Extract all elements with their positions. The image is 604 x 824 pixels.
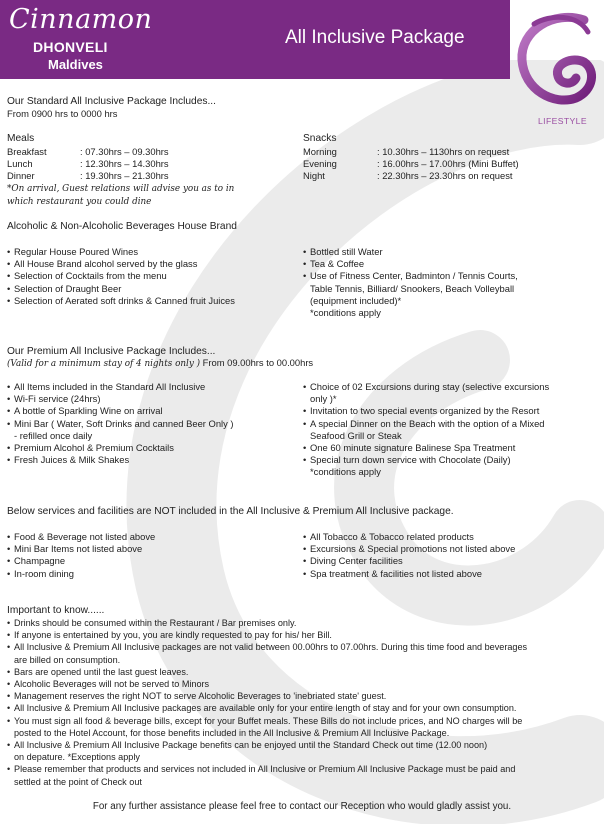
meal-row xyxy=(7,158,169,170)
snack-row xyxy=(303,146,519,158)
snacks-heading: Snacks xyxy=(303,133,337,144)
snacks-table xyxy=(303,146,519,183)
list-item: • Management reserves the right NOT to serve Alcoholic Beverages to 'inebriated state' guest. xyxy=(7,690,527,702)
meals-note: *On arrival, Guest relations will advise you as to in xyxy=(7,184,235,194)
snack-row xyxy=(303,170,519,182)
list-item: • Mini Bar Items not listed above xyxy=(7,543,155,555)
list-item: • In-room dining xyxy=(7,568,155,580)
list-item: • All Items included in the Standard All Inclusive xyxy=(7,381,234,393)
list-item: • Selection of Draught Beer xyxy=(7,283,235,295)
meals-heading: Meals xyxy=(7,133,35,144)
conditions-note: *conditions apply xyxy=(310,307,381,319)
list-item: • All Inclusive & Premium All Inclusive Package benefits can be enjoyed until the Standard Check out time (12.00 noon) xyxy=(7,739,527,751)
snack-time: : 10.30hrs – 1130hrs on request xyxy=(377,146,510,157)
list-item: • All House Brand alcohol served by the glass xyxy=(7,258,235,270)
snack-time: : 16.00hrs – 17.00hrs (Mini Buffet) xyxy=(377,158,519,170)
excluded-list-right xyxy=(303,531,515,580)
standard-hours: From 0900 hrs to 0000 hrs xyxy=(7,108,118,119)
list-item: • Diving Center facilities xyxy=(303,555,515,567)
snack-name: Evening xyxy=(303,158,337,170)
list-item: • Invitation to two special events organized by the Resort xyxy=(303,405,549,417)
premium-note: (Valid for a minimum stay of 4 nights only ) xyxy=(7,359,201,369)
list-item: (equipment included)* xyxy=(310,294,402,306)
important-list xyxy=(7,617,527,788)
premium-heading: Our Premium All Inclusive Package Includes... xyxy=(7,346,216,357)
list-item: • Selection of Cocktails from the menu xyxy=(7,270,235,282)
list-item: • Bottled still Water xyxy=(303,246,518,258)
meal-name: Breakfast xyxy=(7,146,47,157)
snack-name: Night xyxy=(303,170,325,182)
meal-time: : 12.30hrs – 14.30hrs xyxy=(80,158,169,170)
list-item: • If anyone is entertained by you, you are kindly requested to pay for his/ her Bill. xyxy=(7,629,527,641)
meal-name: Lunch xyxy=(7,158,33,170)
list-item: • You must sign all food & beverage bills, except for your Buffet meals. These Bills do not include prices, and NO charges will be xyxy=(7,715,527,727)
list-item: - refilled once daily xyxy=(14,429,93,441)
list-item: • Drinks should be consumed within the Restaurant / Bar premises only. xyxy=(7,617,527,629)
brand-logo-script: Cinnamon xyxy=(9,4,153,35)
list-item: • Selection of Aerated soft drinks & Canned fruit Juices xyxy=(7,295,235,307)
header-banner xyxy=(0,0,510,79)
premium-hours: From 09.00hrs to 00.00hrs xyxy=(200,357,314,368)
meal-time: : 19.30hrs – 21.30hrs xyxy=(80,170,169,182)
list-item: • Premium Alcohol & Premium Cocktails xyxy=(7,442,234,454)
list-item: • Excursions & Special promotions not listed above xyxy=(303,543,515,555)
list-item: • Bars are opened until the last guest leaves. xyxy=(7,666,527,678)
footer-contact-note: For any further assistance please feel free to contact our Reception who would gladly assist you. xyxy=(92,801,512,812)
page-title: All Inclusive Package xyxy=(285,27,465,48)
list-item: on depature. *Exceptions apply xyxy=(14,752,140,763)
lifestyle-swirl-logo-icon xyxy=(514,10,598,110)
list-item: • Regular House Poured Wines xyxy=(7,246,235,258)
list-item: • Food & Beverage not listed above xyxy=(7,531,155,543)
list-item: • Spa treatment & facilities not listed above xyxy=(303,568,515,580)
premium-validity xyxy=(7,357,313,370)
list-item: • Please remember that products and services not included in All Inclusive or Premium All Inclusive Package must be paid and xyxy=(7,763,527,775)
list-item: • Fresh Juices & Milk Shakes xyxy=(7,454,234,466)
list-item: • All Tobacco & Tobacco related products xyxy=(303,531,515,543)
snack-row xyxy=(303,158,519,170)
meal-row xyxy=(7,146,169,158)
premium-list-right xyxy=(303,381,549,479)
meal-name: Dinner xyxy=(7,170,35,182)
list-item: are billed on consumption. xyxy=(14,654,121,665)
list-item: • A bottle of Sparkling Wine on arrival xyxy=(7,405,234,417)
lifestyle-logo-label: LIFESTYLE xyxy=(538,116,587,126)
meals-note: which restaurant you could dine xyxy=(7,197,152,207)
list-item: • Use of Fitness Center, Badminton / Tennis Courts, xyxy=(303,270,518,282)
snack-time: : 22.30hrs – 23.30hrs on request xyxy=(377,170,513,182)
list-item: • A special Dinner on the Beach with the option of a Mixed xyxy=(303,418,549,430)
list-item: posted to the Hotel Account, for those benefits included in the All Inclusive & Premium All Inclusive Package. xyxy=(14,727,450,738)
standard-heading: Our Standard All Inclusive Package Includes... xyxy=(7,96,216,107)
premium-list-left xyxy=(7,381,234,466)
conditions-note: *conditions apply xyxy=(310,466,381,478)
snack-name: Morning xyxy=(303,146,337,157)
list-item: • Champagne xyxy=(7,555,155,567)
list-item: • Special turn down service with Chocolate (Daily) xyxy=(303,454,549,466)
list-item: only )* xyxy=(310,393,337,405)
beverages-list-left xyxy=(7,246,235,307)
meals-table xyxy=(7,146,169,183)
meal-row xyxy=(7,170,169,182)
list-item: • One 60 minute signature Balinese Spa Treatment xyxy=(303,442,549,454)
beverages-list-right xyxy=(303,246,518,319)
list-item: settled at the point of Check out xyxy=(14,776,142,787)
brand-name: DHONVELI xyxy=(33,39,108,55)
beverages-heading: Alcoholic & Non-Alcoholic Beverages House Brand xyxy=(7,221,237,232)
brand-place: Maldives xyxy=(48,57,103,72)
list-item: • Alcoholic Beverages will not be served to Minors xyxy=(7,678,527,690)
excluded-list-left xyxy=(7,531,155,580)
list-item: • All Inclusive & Premium All Inclusive packages are not valid between 00.00hrs to 07.00hrs. During this time food and beverages xyxy=(7,641,527,653)
list-item: • Mini Bar ( Water, Soft Drinks and canned Beer Only ) xyxy=(7,418,234,430)
list-item: Table Tennis, Billiard/ Snookers, Beach Volleyball xyxy=(310,282,515,294)
list-item: • Wi-Fi service (24hrs) xyxy=(7,393,234,405)
meal-time: : 07.30hrs – 09.30hrs xyxy=(80,146,169,157)
list-item: • Tea & Coffee xyxy=(303,258,518,270)
excluded-heading: Below services and facilities are NOT included in the All Inclusive & Premium All Inclusive package. xyxy=(7,506,454,517)
list-item: Seafood Grill or Steak xyxy=(310,429,402,441)
list-item: • Choice of 02 Excursions during stay (selective excursions xyxy=(303,381,549,393)
list-item: • All Inclusive & Premium All Inclusive packages are available only for your entire length of stay and for your own consumption. xyxy=(7,702,527,714)
important-heading: Important to know...... xyxy=(7,605,105,616)
